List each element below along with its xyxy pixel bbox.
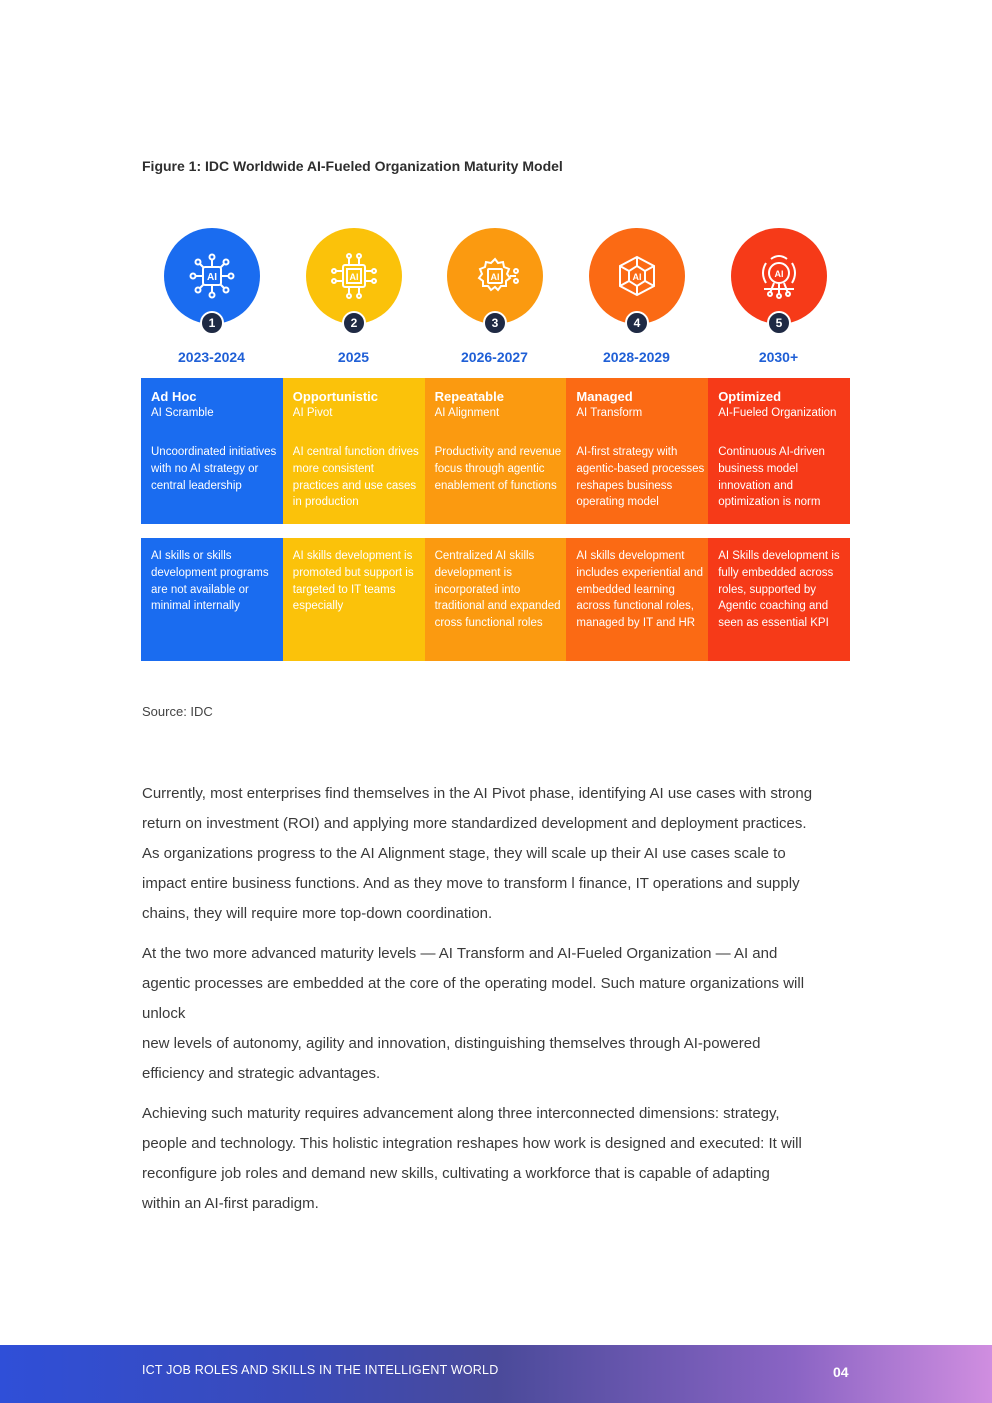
text-line: chains, they will require more top-down coordination. <box>142 905 493 922</box>
phase-description: Continuous AI-driven business model innovation and optimization is norm <box>718 446 825 509</box>
skills-cell-4: AI skills development includes experiential and embedded learning across functional roles, managed by IT and HR <box>566 538 708 661</box>
paragraph-2 <box>142 939 862 1089</box>
stage-number-badge: 3 <box>483 311 507 335</box>
stage-number-badge: 4 <box>625 311 649 335</box>
paragraph-3 <box>142 1099 862 1219</box>
text-line: reconfigure job roles and demand new skills, cultivating a workforce that is capable of adapting <box>142 1165 770 1182</box>
phase-description: Uncoordinated initiatives with no AI strategy or central leadership <box>151 446 277 492</box>
phase-description: AI central function drives more consistent practices and use cases in production <box>292 446 419 509</box>
phase-name: Opportunistic <box>292 389 379 404</box>
ai-brain-circuit-icon <box>731 228 827 324</box>
text-line: impact entire business functions. And as they move to transform l finance, IT operations and supply <box>142 875 800 892</box>
stage-number-badge: 2 <box>342 311 366 335</box>
phase-subtitle: AI Pivot <box>292 407 333 419</box>
phase-subtitle: AI-Fueled Organization <box>718 407 837 419</box>
ai-hexagon-network-icon <box>589 228 685 324</box>
text-line: agentic processes are embedded at the core of the operating model. Such mature organizations will <box>142 975 805 992</box>
skills-cell-1: AI skills or skills development programs are not available or minimal internally <box>141 538 283 661</box>
stage-year: 2025 <box>337 349 370 365</box>
text-line: return on investment (ROI) and applying more standardized development and deployment practices. <box>142 815 807 832</box>
text-line: new levels of autonomy, agility and innovation, distinguishing themselves through AI-powered <box>142 1035 761 1052</box>
body-text <box>142 779 862 1229</box>
skills-cell-3: Centralized AI skills development is incorporated into traditional and expanded cross functional roles <box>425 538 567 661</box>
svg-text:AI: AI <box>207 272 217 283</box>
stage-year: 2023-2024 <box>178 349 245 365</box>
stage-number-badge: 1 <box>200 311 224 335</box>
ai-chip-network-icon <box>164 228 260 324</box>
skills-cell-5: AI Skills development is fully embedded across roles, supported by Agentic coaching and seen as essential KPI <box>708 538 850 661</box>
svg-text:AI: AI <box>632 272 642 282</box>
phase-name: Managed <box>576 389 633 404</box>
text-line: unlock <box>142 1005 186 1022</box>
phase-cell-3 <box>425 378 567 524</box>
stage-number-badge: 5 <box>767 311 791 335</box>
phase-subtitle: AI Alignment <box>434 407 500 419</box>
phase-cell-2 <box>283 378 425 524</box>
stage-year: 2028-2029 <box>603 349 670 365</box>
svg-text:AI: AI <box>349 272 359 282</box>
paragraph-1 <box>142 779 862 929</box>
skills-band <box>141 538 850 661</box>
figure-title: Figure 1: IDC Worldwide AI-Fueled Organization Maturity Model <box>142 158 563 174</box>
ai-gear-icon <box>447 228 543 324</box>
maturity-phase-band <box>141 378 850 524</box>
text-line: efficiency and strategic advantages. <box>142 1065 381 1082</box>
stage-year: 2026-2027 <box>461 349 528 365</box>
phase-cell-5 <box>708 378 850 524</box>
svg-text:AI: AI <box>774 269 784 279</box>
stage-year: 2030+ <box>758 349 799 365</box>
svg-text:AI: AI <box>490 272 500 282</box>
text-line: As organizations progress to the AI Alignment stage, they will scale up their AI use cases scale to <box>142 845 786 862</box>
page-number: 04 <box>833 1364 849 1380</box>
phase-subtitle: AI Scramble <box>151 407 214 419</box>
text-line: people and technology. This holistic integration reshapes how work is designed and executed: It will <box>142 1135 802 1152</box>
phase-cell-1 <box>141 378 283 524</box>
phase-name: Repeatable <box>434 389 504 404</box>
phase-name: Ad Hoc <box>151 389 197 404</box>
phase-description: AI-first strategy with agentic-based processes reshapes business operating model <box>576 446 705 509</box>
text-line: At the two more advanced maturity levels — AI Transform and AI-Fueled Organization — AI and <box>142 945 778 962</box>
phase-description: Productivity and revenue focus through agentic enablement of functions <box>434 446 562 492</box>
phase-cell-4 <box>566 378 708 524</box>
footer-title: ICT JOB ROLES AND SKILLS IN THE INTELLIGENT WORLD <box>142 1363 499 1377</box>
text-line: Currently, most enterprises find themselves in the AI Pivot phase, identifying AI use cases with strong <box>142 785 813 802</box>
page-footer <box>0 1345 992 1403</box>
ai-chip-icon <box>306 228 402 324</box>
text-line: within an AI-first paradigm. <box>142 1195 319 1212</box>
figure-source: Source: IDC <box>142 704 213 719</box>
phase-subtitle: AI Transform <box>576 407 643 419</box>
skills-cell-2: AI skills development is promoted but support is targeted to IT teams especially <box>283 538 425 661</box>
text-line: Achieving such maturity requires advancement along three interconnected dimensions: strategy, <box>142 1105 780 1122</box>
phase-name: Optimized <box>718 389 782 404</box>
